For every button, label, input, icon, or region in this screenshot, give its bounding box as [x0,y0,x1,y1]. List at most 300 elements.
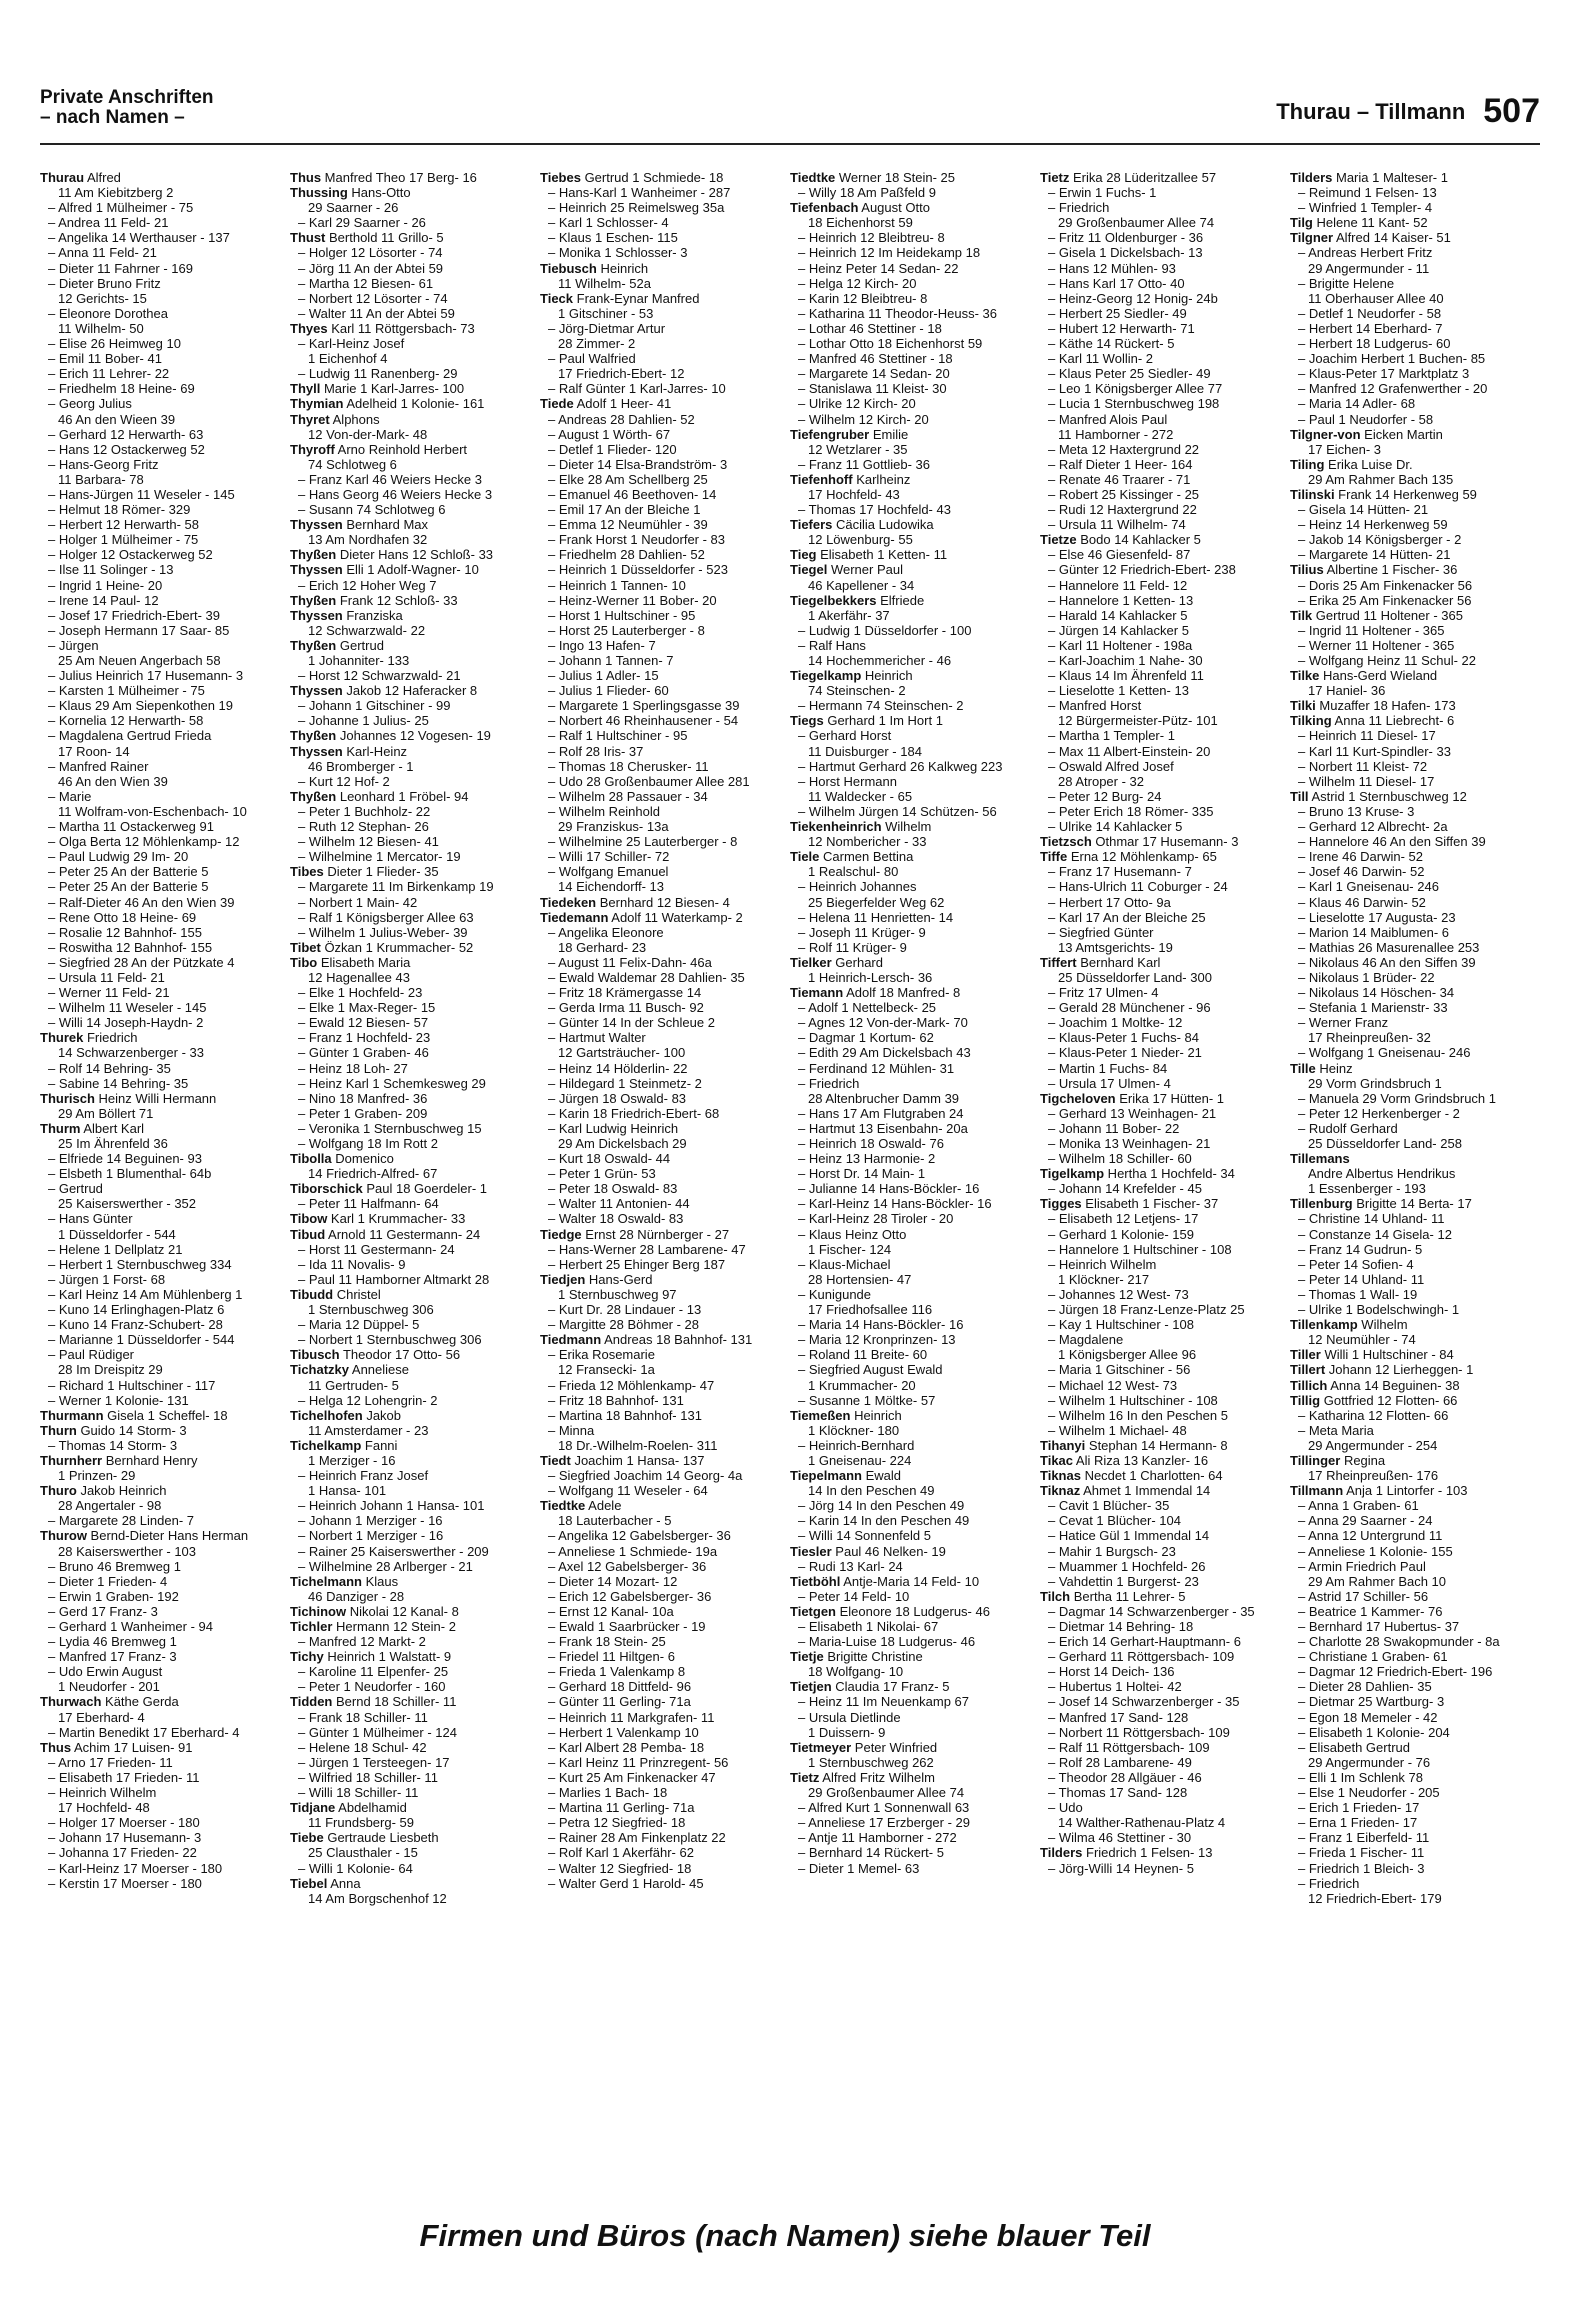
listing-sub-entry: – Georg Julius [48,396,132,412]
listing-address-line: 17 Rheinpreußen- 32 [1308,1030,1431,1046]
listing-surname-entry: Tiegs Gerhard 1 Im Hort 1 [790,713,943,729]
listing-sub-entry: – Michael 12 West- 73 [1048,1377,1178,1393]
listing-address-line: 18 Lauterbacher - 5 [558,1513,672,1529]
listing-address-line: 11 Duisburger - 184 [808,743,922,759]
listing-sub-entry: – Siegfried August Ewald [798,1362,943,1378]
listing-address-line: 29 Am Rahmer Bach 10 [1308,1573,1447,1589]
listing-sub-entry: – Ulrike 1 Bodelschwingh- 1 [1298,1302,1460,1318]
listing-sub-entry: – Egon 18 Memeler - 42 [1298,1709,1438,1725]
listing-address-line: 25 Biegerfelder Weg 62 [808,894,945,910]
listing-sub-entry: – Robert 25 Kissinger - 25 [1048,486,1200,502]
listing-address-line: 11 Oberhauser Allee 40 [1308,290,1444,306]
listing-address-line: 12 Fransecki- 1a [558,1362,655,1378]
listing-sub-entry: – Gerald 28 Münchener - 96 [1048,1000,1211,1016]
listing-sub-entry: – Bernhard 14 Rückert- 5 [798,1845,944,1861]
listing-surname-entry: Thurek Friedrich [40,1030,138,1046]
listing-address-line: 1 Sternbuschweg 97 [558,1286,677,1302]
listing-surname-entry: Tieg Elisabeth 1 Ketten- 11 [790,547,948,563]
listing-sub-entry: – Hartmut Walter [548,1030,646,1046]
listing-sub-entry: – Klaus 29 Am Siepenkothen 19 [48,698,234,714]
listing-sub-entry: – Lieselotte 17 Augusta- 23 [1298,909,1456,925]
listing-sub-entry: – Marie [48,788,92,804]
listing-sub-entry: – Frieda 12 Möhlenkamp- 47 [548,1377,715,1393]
listing-sub-entry: – Manfred 12 Markt- 2 [298,1634,426,1650]
listing-sub-entry: – Marion 14 Maiblumen- 6 [1298,924,1450,940]
page-number: 507 [1483,92,1540,130]
listing-sub-entry: – Willi 14 Joseph-Haydn- 2 [48,1015,204,1031]
listing-sub-entry: – Margarete 14 Hütten- 21 [1298,547,1451,563]
listing-surname-entry: Tiebel Anna [290,1875,361,1891]
listing-sub-entry: – Norbert 1 Merziger - 16 [298,1528,444,1544]
listing-sub-entry: – Elfriede 14 Beguinen- 93 [48,1151,202,1167]
listing-surname-entry: Tiling Erika Luise Dr. [1290,456,1413,472]
listing-sub-entry: – Susann 74 Schlotweg 6 [298,502,446,518]
listing-surname-entry: Thurow Bernd-Dieter Hans Herman [40,1528,249,1544]
listing-sub-entry: – Siegfried 28 An der Pützkate 4 [48,954,235,970]
listing-address-line: 25 Düsseldorfer Land- 300 [1058,969,1212,985]
listing-sub-entry: – Gerda Irma 11 Busch- 92 [548,1000,704,1016]
listing-sub-entry: – Peter 1 Buchholz- 22 [298,803,431,819]
listing-sub-entry: – Veronika 1 Sternbuschweg 15 [298,1120,482,1136]
listing-sub-entry: – Hubert 12 Herwarth- 71 [1048,320,1195,336]
listing-sub-entry: – Johanne 1 Julius- 25 [298,713,429,729]
listing-sub-entry: – Heinrich 1 Düsseldorfer - 523 [548,562,728,578]
column-2 [290,170,534,2200]
listing-surname-entry: Tillemans [1290,1151,1350,1167]
listing-address-line: 28 Im Dreispitz 29 [58,1362,163,1378]
listing-sub-entry: – Thomas 1 Wall- 19 [1298,1286,1418,1302]
listing-sub-entry: – Dieter 28 Dahlien- 35 [1298,1679,1432,1695]
listing-sub-entry: – Norbert 11 Röttgersbach- 109 [1048,1724,1230,1740]
listing-sub-entry: – Andreas Herbert Fritz [1298,245,1433,261]
listing-sub-entry: – Horst 14 Deich- 136 [1048,1664,1175,1680]
listing-surname-entry: Tiemeßen Heinrich [790,1407,902,1423]
listing-sub-entry: – Meta Maria [1298,1422,1374,1438]
listing-sub-entry: – Peter 12 Burg- 24 [1048,788,1162,804]
listing-sub-entry: – Rolf 28 Lambarene- 49 [1048,1754,1192,1770]
listing-surname-entry: Thyßen Johannes 12 Vogesen- 19 [290,728,491,744]
listing-sub-entry: – Detlef 1 Neudorfer - 58 [1298,305,1442,321]
listing-surname-entry: Tiele Carmen Bettina [790,849,914,865]
listing-sub-entry: – Ursula 17 Ulmen- 4 [1048,1075,1171,1091]
listing-surname-entry: Tichelhofen Jakob [290,1407,402,1423]
listing-sub-entry: – Margarete 14 Sedan- 20 [798,366,950,382]
listing-surname-entry: Tilking Anna 11 Liebrecht- 6 [1290,713,1455,729]
listing-surname-entry: Tiedtke Werner 18 Stein- 25 [790,170,955,185]
listing-address-line: 11 Wolfram-von-Eschenbach- 10 [58,803,247,819]
listing-sub-entry: – Ingrid 11 Holtener - 365 [1298,622,1445,638]
listing-sub-entry: – Kunigunde [798,1286,872,1302]
listing-sub-entry: – Horst 11 Gestermann- 24 [298,1241,455,1257]
listing-sub-entry: – Wilma 46 Stettiner - 30 [1048,1830,1192,1846]
listing-address-line: 28 Zimmer- 2 [558,336,636,352]
listing-sub-entry: – Klaus 14 Im Ährenfeld 11 [1048,668,1204,684]
listing-address-line: 14 Schwarzenberger - 33 [58,1045,204,1061]
listing-sub-entry: – Karl 11 Kurt-Spindler- 33 [1298,743,1451,759]
listing-sub-entry: – Siegfried Joachim 14 Georg- 4a [548,1468,743,1484]
listing-surname-entry: Tiefenhoff Karlheinz [790,471,911,487]
listing-address-line: 17 Roon- 14 [58,743,130,759]
listing-sub-entry: – Anneliese 1 Schmiede- 19a [548,1543,718,1559]
listing-sub-entry: – Gerhard 1 Wanheimer - 94 [48,1619,213,1634]
listing-sub-entry: – Werner 1 Kolonie- 131 [48,1392,189,1408]
listing-sub-entry: – Hans Karl 17 Otto- 40 [1048,275,1185,291]
listing-sub-entry: – Dagmar 12 Friedrich-Ebert- 196 [1298,1664,1493,1680]
listing-sub-entry: – Roland 11 Breite- 60 [798,1347,928,1363]
listing-sub-entry: – Ernst 12 Kanal- 10a [548,1603,674,1619]
listing-surname-entry: Tigcheloven Erika 17 Hütten- 1 [1040,1090,1225,1106]
listing-sub-entry: – Rolf 11 Krüger- 9 [798,939,907,955]
listing-sub-entry: – Johann 1 Tannen- 7 [548,653,674,668]
listing-sub-entry: – Peter 1 Neudorfer - 160 [298,1679,446,1695]
listing-sub-entry: – Hans 12 Ostackerweg 52 [48,441,205,457]
section-title [40,88,214,128]
listing-sub-entry: – Friedrich [798,1075,860,1091]
listing-sub-entry: – Heinrich 11 Diesel- 17 [1298,728,1436,744]
listing-sub-entry: – Hermann 74 Steinschen- 2 [798,698,964,714]
listing-surname-entry: Tiede Adolf 1 Heer- 41 [540,396,672,412]
listing-sub-entry: – Hannelore 11 Feld- 12 [1048,577,1188,593]
listing-sub-entry: – Ursula Dietlinde [798,1709,901,1725]
listing-address-line: 25 Clausthaler - 15 [308,1845,418,1861]
listing-address-line: 17 Hochfeld- 48 [58,1800,150,1816]
listing-sub-entry: – Josef 17 Friedrich-Ebert- 39 [48,607,220,623]
listing-sub-entry: – Erna 1 Frieden- 17 [1298,1815,1418,1831]
listing-sub-entry: – Elisabeth 12 Letjens- 17 [1048,1211,1199,1227]
listing-sub-entry: – Wolfgang Emanuel [548,864,669,880]
listing-surname-entry: Tiller Willi 1 Hultschiner - 84 [1290,1347,1454,1363]
listing-sub-entry: – Hans-Jürgen 11 Weseler - 145 [48,486,235,502]
listing-sub-entry: – Ewald 12 Biesen- 57 [298,1015,429,1031]
listing-surname-entry: Thyll Marie 1 Karl-Jarres- 100 [290,381,465,397]
listing-surname-entry: Tibes Dieter 1 Flieder- 35 [290,864,439,880]
listing-sub-entry: – Harald 14 Kahlacker 5 [1048,607,1188,623]
listing-sub-entry: – Ralf 11 Röttgersbach- 109 [1048,1739,1210,1755]
listing-address-line: 17 Eberhard- 4 [58,1709,145,1725]
listing-address-line: 1 Duissern- 9 [808,1724,886,1740]
listing-surname-entry: Tietböhl Antje-Maria 14 Feld- 10 [790,1573,980,1589]
listing-address-line: 1 Klöckner- 180 [808,1422,900,1438]
listing-sub-entry: – Monika 13 Weinhagen- 21 [1048,1136,1211,1151]
listing-address-line: 29 Saarner - 26 [308,200,399,216]
listing-sub-entry: – Peter 11 Halfmann- 64 [298,1196,439,1212]
listing-address-line: 11 Waldecker - 65 [808,788,913,804]
listing-surname-entry: Tidden Bernd 18 Schiller- 11 [290,1694,457,1710]
listing-sub-entry: – Marlies 1 Bach- 18 [548,1785,668,1801]
listing-sub-entry: – Karin 12 Bleibtreu- 8 [798,290,928,306]
listing-sub-entry: – Heinz-Georg 12 Honig- 24b [1048,290,1218,306]
listing-sub-entry: – Jörg-Dietmar Artur [548,320,666,336]
listing-sub-entry: – Hannelore 46 An den Siffen 39 [1298,834,1486,850]
listing-address-line: 29 Angermunder - 76 [1308,1754,1431,1770]
listing-surname-entry: Thuro Jakob Heinrich [40,1483,167,1499]
listing-sub-entry: – Constanze 14 Gisela- 12 [1298,1226,1452,1242]
listing-surname-entry: Tihanyi Stephan 14 Hermann- 8 [1040,1437,1228,1453]
listing-sub-entry: – Dieter 11 Fahrner - 169 [48,260,193,276]
listing-sub-entry: – Manfred 17 Franz- 3 [48,1649,177,1665]
listing-sub-entry: – Helmut 18 Römer- 329 [48,502,191,518]
listing-sub-entry: – Elke 1 Max-Reger- 15 [298,1000,436,1016]
listing-sub-entry: – Heinrich Wilhelm [48,1785,157,1801]
listing-address-line: 14 Am Borgschenhof 12 [308,1890,447,1906]
listing-sub-entry: – Nino 18 Manfred- 36 [298,1090,428,1106]
listing-sub-entry: – Kay 1 Hultschiner - 108 [1048,1317,1194,1333]
listing-surname-entry: Tiedemann Adolf 11 Waterkamp- 2 [540,909,743,925]
listing-sub-entry: – Heinrich 18 Oswald- 76 [798,1136,944,1151]
listing-sub-entry: – Siegfried Günter [1048,924,1154,940]
listing-sub-entry: – Wilhelm 1 Julius-Weber- 39 [298,924,468,940]
listing-sub-entry: – Klaus 46 Darwin- 52 [1298,894,1426,910]
listing-sub-entry: – Julius 1 Adler- 15 [548,668,659,684]
listing-sub-entry: – Klaus-Peter 17 Marktplatz 3 [1298,366,1470,382]
listing-sub-entry: – Katharina 12 Flotten- 66 [1298,1407,1449,1423]
listing-sub-entry: – Wilhelmine 25 Lauterberger - 8 [548,834,738,850]
listing-sub-entry: – Ulrike 14 Kahlacker 5 [1048,819,1183,835]
listing-sub-entry: – Günter 14 In der Schleue 2 [548,1015,715,1031]
listing-surname-entry: Tikac Ali Riza 13 Kanzler- 16 [1040,1452,1209,1468]
listing-address-line: 17 Rheinpreußen- 176 [1308,1468,1439,1484]
listing-sub-entry: – Dieter Bruno Fritz [48,275,161,291]
listing-sub-entry: – Anna 1 Graben- 61 [1298,1498,1419,1514]
listing-sub-entry: – Dieter 1 Memel- 63 [798,1860,920,1876]
listing-address-line: 11 Gertruden- 5 [308,1377,399,1393]
listing-address-line: 18 Wolfgang- 10 [808,1664,904,1680]
listing-sub-entry: – Ursula 11 Feld- 21 [48,969,165,985]
listing-surname-entry: Tillinger Regina [1290,1452,1386,1468]
listing-sub-entry: – Gisela 1 Dickelsbach- 13 [1048,245,1203,261]
listing-surname-entry: Tiedtke Adele [540,1498,622,1514]
listing-address-line: 17 Hochfeld- 43 [808,486,900,502]
listing-sub-entry: – Karl-Heinz Josef [298,336,405,352]
listing-sub-entry: – Johanna 17 Frieden- 22 [48,1845,197,1861]
listing-address-line: 74 Schlotweg 6 [308,456,397,472]
listing-address-line: 1 Düsseldorfer - 544 [58,1226,176,1242]
listing-surname-entry: Thyes Karl 11 Röttgersbach- 73 [290,320,475,336]
listing-surname-entry: Thyssen Jakob 12 Haferacker 8 [290,683,478,699]
listing-address-line: 12 Friedrich-Ebert- 179 [1308,1890,1442,1906]
listing-sub-entry: – Rudi 13 Karl- 24 [798,1558,903,1574]
listing-sub-entry: – Herbert 1 Valenkamp 10 [548,1724,699,1740]
listing-address-line: 12 Gartsträucher- 100 [558,1045,686,1061]
listing-surname-entry: Tiegelbekkers Elfriede [790,592,925,608]
listing-sub-entry: – Ralf 1 Königsberger Allee 63 [298,909,474,925]
listing-sub-entry: – Andreas 28 Dahlien- 52 [548,411,695,427]
listing-sub-entry: – Lieselotte 1 Ketten- 13 [1048,683,1189,699]
listing-sub-entry: – Erich 14 Gerhart-Hauptmann- 6 [1048,1634,1241,1650]
listing-sub-entry: – Kurt 12 Hof- 2 [298,773,390,789]
listing-sub-entry: – Karl 1 Gneisenau- 246 [1298,879,1439,895]
listing-address-line: 1 Prinzen- 29 [58,1468,136,1484]
listing-sub-entry: – Klaus-Peter 1 Nieder- 21 [1048,1045,1202,1061]
listing-sub-entry: – Mahir 1 Burgsch- 23 [1048,1543,1176,1559]
listing-sub-entry: – Heinz 11 Im Neuenkamp 67 [798,1694,970,1710]
listing-address-line: 29 Angermunder - 11 [1308,260,1430,276]
section-title-line1: Private Anschriften [40,87,214,108]
listing-surname-entry: Tilders Friedrich 1 Felsen- 13 [1040,1845,1213,1861]
listing-sub-entry: – Horst Hermann [798,773,897,789]
listing-sub-entry: – Nikolaus 46 An den Siffen 39 [1298,954,1476,970]
listing-sub-entry: – Hans-Werner 28 Lambarene- 47 [548,1241,746,1257]
listing-sub-entry: – Rolf Karl 1 Akerfähr- 62 [548,1845,694,1861]
listing-sub-entry: – Richard 1 Hultschiner - 117 [48,1377,216,1393]
listing-sub-entry: – Heinz 14 Herkenweg 59 [1298,517,1448,533]
listing-surname-entry: Tietje Brigitte Christine [790,1649,923,1665]
listing-surname-entry: Tiekenheinrich Wilhelm [790,819,932,835]
listing-sub-entry: – Karl Albert 28 Pemba- 18 [548,1739,705,1755]
page-range [1276,92,1540,131]
listing-sub-entry: – Werner Franz [1298,1015,1389,1031]
listing-sub-entry: – Paul Ludwig 29 Im- 20 [48,849,189,865]
listing-sub-entry: – Irene 46 Darwin- 52 [1298,849,1424,865]
listing-surname-entry: Tibusch Theodor 17 Otto- 56 [290,1347,461,1363]
listing-address-line: 29 Am Dickelsbach 29 [558,1136,687,1151]
listing-sub-entry: – Martha 12 Biesen- 61 [298,275,434,291]
listing-sub-entry: – Wilhelm 28 Passauer - 34 [548,788,708,804]
listing-address-line: 14 Walther-Rathenau-Platz 4 [1058,1815,1226,1831]
listing-address-line: 29 Am Rahmer Bach 135 [1308,471,1454,487]
listing-surname-entry: Thurmann Gisela 1 Scheffel- 18 [40,1407,228,1423]
listing-sub-entry: – Thomas 17 Sand- 128 [1048,1785,1188,1801]
listing-sub-entry: – Willy 18 Am Paßfeld 9 [798,185,936,201]
listing-sub-entry: – Julianne 14 Hans-Böckler- 16 [798,1181,980,1197]
listing-surname-entry: Tibudd Christel [290,1286,381,1302]
listing-sub-entry: – Rainer 25 Kaiserswerther - 209 [298,1543,489,1559]
listing-sub-entry: – Willi 17 Schiller- 72 [548,849,670,865]
listing-address-line: 1 Eichenhof 4 [308,351,388,367]
listing-address-line: 11 Frundsberg- 59 [308,1815,414,1831]
listing-surname-entry: Tietgen Eleonore 18 Ludgerus- 46 [790,1603,990,1619]
listing-sub-entry: – Manuela 29 Vorm Grindsbruch 1 [1298,1090,1496,1106]
listing-sub-entry: – Maria-Luise 18 Ludgerus- 46 [798,1634,976,1650]
listing-sub-entry: – Karsten 1 Mülheimer - 75 [48,683,205,699]
listing-address-line: 28 Atroper - 32 [1058,773,1144,789]
listing-sub-entry: – Fritz 18 Krämergasse 14 [548,985,702,1001]
listing-sub-entry: – Hans-Karl 1 Wanheimer - 287 [548,185,731,201]
listing-sub-entry: – Wilhelm Jürgen 14 Schützen- 56 [798,803,997,819]
listing-sub-entry: – Martina 11 Gerling- 71a [548,1800,695,1816]
listing-address-line: Andre Albertus Hendrikus [1308,1166,1456,1182]
listing-surname-entry: Tibud Arnold 11 Gestermann- 24 [290,1226,481,1242]
listing-sub-entry: – Renate 46 Traarer - 71 [1048,471,1191,487]
listing-sub-entry: – Margarete 11 Im Birkenkamp 19 [298,879,494,895]
listing-address-line: 1 Neudorfer - 201 [58,1679,160,1695]
listing-sub-entry: – Margitte 28 Böhmer - 28 [548,1317,700,1333]
listing-sub-entry: – Nikolaus 1 Brüder- 22 [1298,969,1435,985]
listing-sub-entry: – Ewald 1 Saarbrücker - 19 [548,1619,706,1634]
listing-sub-entry: – Ewald Waldemar 28 Dahlien- 35 [548,969,745,985]
listing-sub-entry: – Martina 18 Bahnhof- 131 [548,1407,702,1423]
listing-sub-entry: – Peter 1 Grün- 53 [548,1166,656,1182]
listing-sub-entry: – Emanuel 46 Beethoven- 14 [548,486,717,502]
listing-surname-entry: Tietz Erika 28 Lüderitzallee 57 [1040,170,1217,185]
listing-sub-entry: – Karl-Joachim 1 Nahe- 30 [1048,653,1203,668]
listing-sub-entry: – Marianne 1 Düsseldorfer - 544 [48,1332,235,1348]
listing-address-line: 29 Franziskus- 13a [558,819,669,835]
listing-address-line: 11 Am Kiebitzberg 2 [58,185,174,201]
listing-sub-entry: – Horst 1 Hultschiner - 95 [548,607,696,623]
listing-sub-entry: – Ralf Hans [798,637,866,653]
listing-sub-entry: – Emil 17 An der Bleiche 1 [548,502,701,518]
listing-sub-entry: – Klaus-Peter 1 Fuchs- 84 [1048,1030,1200,1046]
listing-surname-entry: Tilius Albertine 1 Fischer- 36 [1290,562,1458,578]
listing-sub-entry: – Werner 11 Feld- 21 [48,985,170,1001]
listing-sub-entry: – Jörg-Willi 14 Heynen- 5 [1048,1860,1194,1876]
listing-sub-entry: – Beatrice 1 Kammer- 76 [1298,1603,1443,1619]
listing-surname-entry: Tiedjen Hans-Gerd [540,1271,653,1287]
listing-sub-entry: – Peter 25 An der Batterie 5 [48,864,209,880]
listing-surname-entry: Tibet Özkan 1 Krummacher- 52 [290,939,474,955]
listing-sub-entry: – Walter 11 Antonien- 44 [548,1196,690,1212]
listing-sub-entry: – Cevat 1 Blücher- 104 [1048,1513,1181,1529]
listing-surname-entry: Tilinski Frank 14 Herkenweg 59 [1290,486,1477,502]
listing-sub-entry: – Dieter 1 Frieden- 4 [48,1573,168,1589]
listing-address-line: 14 Hochemmericher - 46 [808,653,952,668]
listing-surname-entry: Tiedt Joachim 1 Hansa- 137 [540,1452,705,1468]
listing-sub-entry: – Lydia 46 Bremweg 1 [48,1634,177,1650]
listing-sub-entry: – Karl 11 Holtener - 198a [1048,637,1193,653]
listing-surname-entry: Tietzsch Othmar 17 Husemann- 3 [1040,834,1239,850]
listing-sub-entry: – Jürgen 18 Franz-Lenze-Platz 25 [1048,1302,1245,1318]
listing-sub-entry: – Minna [548,1422,595,1438]
listing-sub-entry: – Fritz 17 Ulmen- 4 [1048,985,1159,1001]
listing-sub-entry: – Bruno 13 Kruse- 3 [1298,803,1415,819]
listing-surname-entry: Tilgner Alfred 14 Kaiser- 51 [1290,230,1451,246]
listing-address-line: 1 Krummacher- 20 [808,1377,916,1393]
listing-sub-entry: – Willi 14 Sonnenfeld 5 [798,1528,931,1544]
listing-sub-entry: – August 1 Wörth- 67 [548,426,671,442]
listing-sub-entry: – Peter 14 Feld- 10 [798,1588,910,1604]
listing-sub-entry: – Karl Heinz 14 Am Mühlenberg 1 [48,1286,243,1302]
listing-sub-entry: – Martin Benedikt 17 Eberhard- 4 [48,1724,240,1740]
listing-sub-entry: – Katharina 11 Theodor-Heuss- 36 [798,305,997,321]
listing-sub-entry: – Maria 12 Kronprinzen- 13 [798,1332,956,1348]
listing-surname-entry: Thurm Albert Karl [40,1120,145,1136]
listing-surname-entry: Tiegel Werner Paul [790,562,903,578]
listing-sub-entry: – Elisabeth Gertrud [1298,1739,1411,1755]
listing-sub-entry: – Sabine 14 Behring- 35 [48,1075,189,1091]
listing-address-line: 13 Am Nordhafen 32 [308,532,428,548]
listing-address-line: 25 Am Neuen Angerbach 58 [58,653,221,668]
listing-sub-entry: – Holger 1 Mülheimer - 75 [48,532,199,548]
listing-address-line: 12 Hagenallee 43 [308,969,410,985]
listing-sub-entry: – Heinrich 1 Tannen- 10 [548,577,686,593]
listing-sub-entry: – Heinrich-Bernhard [798,1437,915,1453]
listing-sub-entry: – Hartmut 13 Eisenbahn- 20a [798,1120,968,1136]
listing-surname-entry: Tichelmann Klaus [290,1573,399,1589]
listing-surname-entry: Thyßen Frank 12 Schloß- 33 [290,592,458,608]
listing-sub-entry: – Julius 1 Flieder- 60 [548,683,669,699]
listing-sub-entry: – Rainer 28 Am Finkenplatz 22 [548,1830,726,1846]
listing-sub-entry: – Helga 12 Lohengrin- 2 [298,1392,438,1408]
listing-sub-entry: – Winfried 1 Templer- 4 [1298,200,1433,216]
listing-sub-entry: – Werner 11 Holtener - 365 [1298,637,1455,653]
listing-surname-entry: Tichler Hermann 12 Stein- 2 [290,1619,456,1634]
listing-sub-entry: – Astrid 17 Schiller- 56 [1298,1588,1429,1604]
column-5 [1040,170,1284,2200]
listing-sub-entry: – Erika 25 Am Finkenacker 56 [1298,592,1472,608]
listing-surname-entry: Tiffert Bernhard Karl [1040,954,1161,970]
listing-sub-entry: – Günter 11 Gerling- 71a [548,1694,691,1710]
listing-address-line: 25 Im Ährenfeld 36 [58,1136,168,1151]
listing-sub-entry: – Oswald Alfred Josef [1048,758,1174,774]
listing-sub-entry: – Frank 18 Stein- 25 [548,1634,666,1650]
listing-address-line: 18 Gerhard- 23 [558,939,647,955]
listing-address-line: 12 Nombericher - 33 [808,834,927,850]
listing-surname-entry: Tichatzky Anneliese [290,1362,410,1378]
listing-sub-entry: – Norbert 1 Main- 42 [298,894,418,910]
listing-surname-entry: Tichinow Nikolai 12 Kanal- 8 [290,1603,459,1619]
listing-sub-entry: – Karl 1 Schlosser- 4 [548,215,669,231]
